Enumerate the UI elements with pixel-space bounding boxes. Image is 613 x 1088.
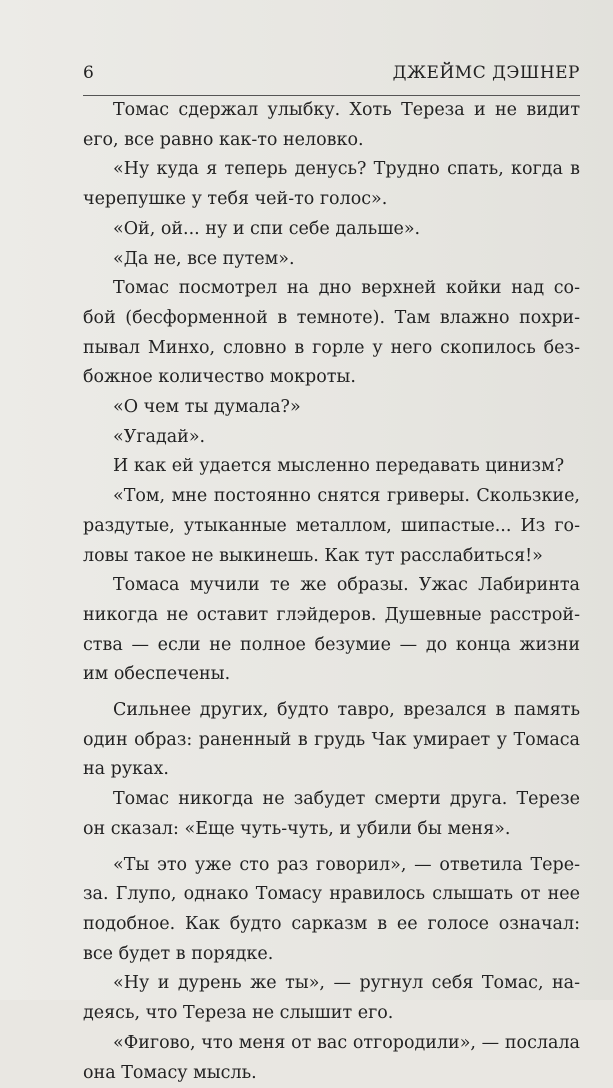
paragraph — [83, 571, 580, 690]
running-head-author: ДЖЕЙМС ДЭШНЕР — [393, 63, 580, 83]
text-line: «Да не, все путем». — [83, 245, 580, 275]
text-line: ства — если не полное безумие — до конца жизни — [83, 631, 580, 661]
text-line: бой (бесформенной в темноте). Там влажно похри- — [83, 304, 580, 334]
text-line: И как ей удается мысленно передавать цинизм? — [83, 452, 580, 482]
text-line: «Ты это уже сто раз говорил», — ответила Тере- — [83, 851, 580, 881]
text-line: все будет в порядке. — [83, 940, 580, 970]
text-line: он сказал: «Еще чуть-чуть, и убили бы меня». — [83, 815, 580, 845]
text-line: божное количество мокроты. — [83, 363, 580, 393]
text-line: «Фигово, что меня от вас отгородили», — послала — [83, 1029, 580, 1059]
paragraph — [83, 155, 580, 214]
text-line: «Том, мне постоянно снятся гриверы. Скользкие, — [83, 482, 580, 512]
text-line: деясь, что Тереза не слышит его. — [83, 999, 580, 1029]
text-line: пывал Минхо, словно в горле у него скопилось без- — [83, 334, 580, 364]
paragraph — [83, 851, 580, 970]
paragraph — [83, 696, 580, 785]
text-line: «Ну куда я теперь денусь? Трудно спать, когда в — [83, 155, 580, 185]
paragraph — [83, 423, 580, 453]
text-line: на руках. — [83, 755, 580, 785]
text-line: за. Глупо, однако Томасу нравилось слышать от нее — [83, 880, 580, 910]
text-line: им обеспечены. — [83, 660, 580, 690]
paragraph — [83, 785, 580, 844]
text-line: раздутые, утыканные металлом, шипастые... Из го- — [83, 512, 580, 542]
text-line: она Томасу мысль. — [83, 1059, 580, 1088]
text-line: подобное. Как будто сарказм в ее голосе означал: — [83, 910, 580, 940]
paragraph — [83, 452, 580, 482]
paragraph — [83, 482, 580, 571]
text-line: один образ: раненный в грудь Чак умирает у Томаса — [83, 726, 580, 756]
paragraph — [83, 245, 580, 275]
text-line: Томаса мучили те же образы. Ужас Лабиринта — [83, 571, 580, 601]
text-line: «О чем ты думала?» — [83, 393, 580, 423]
paragraph — [83, 96, 580, 155]
text-line: «Угадай». — [83, 423, 580, 453]
text-line: «Ну и дурень же ты», — ругнул себя Томас, на- — [83, 969, 580, 999]
text-line: никогда не оставит глэйдеров. Душевные расстрой- — [83, 601, 580, 631]
text-line: ловы такое не выкинешь. Как тут расслабиться!» — [83, 542, 580, 572]
body-text — [83, 96, 580, 1088]
page-number: 6 — [83, 63, 94, 83]
paragraph — [83, 215, 580, 245]
paragraph — [83, 1029, 580, 1088]
text-line: Томас никогда не забудет смерти друга. Терезе — [83, 785, 580, 815]
text-line: «Ой, ой... ну и спи себе дальше». — [83, 215, 580, 245]
paragraph — [83, 274, 580, 393]
page-header — [83, 63, 580, 96]
paragraph — [83, 969, 580, 1028]
text-line: Сильнее других, будто тавро, врезался в память — [83, 696, 580, 726]
paragraph — [83, 393, 580, 423]
text-line: Томас посмотрел на дно верхней койки над со- — [83, 274, 580, 304]
text-line: Томас сдержал улыбку. Хоть Тереза и не видит — [83, 96, 580, 126]
text-line: черепушке у тебя чей-то голос». — [83, 185, 580, 215]
text-line: его, все равно как-то неловко. — [83, 126, 580, 156]
